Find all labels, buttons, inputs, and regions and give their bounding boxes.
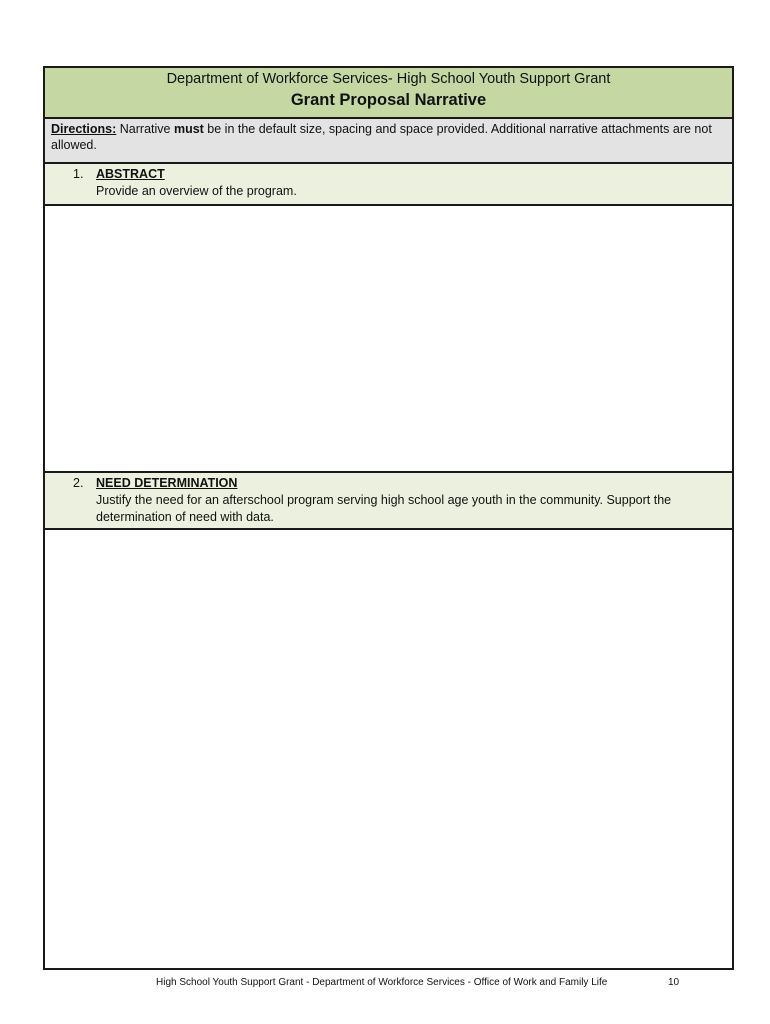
directions-text-after: be in the default size, spacing and space provided. Additional narrative attachments are not allowed.	[51, 122, 712, 152]
page-footer: High School Youth Support Grant - Department of Workforce Services - Office of Work and Family Life	[156, 977, 608, 988]
directions-block	[45, 119, 732, 164]
section-number: 1.	[73, 167, 84, 181]
need-answer-field[interactable]	[45, 530, 732, 968]
page-number: 10	[668, 977, 680, 988]
section-instruction-abstract: Provide an overview of the program.	[96, 184, 297, 198]
form-header	[45, 68, 732, 119]
section-heading-need: NEED DETERMINATION	[96, 476, 238, 490]
directions-emphasis: must	[173, 122, 204, 136]
section-heading-abstract: ABSTRACT	[96, 167, 165, 181]
section-number: 2.	[73, 476, 84, 490]
directions-label: Directions:	[51, 122, 117, 136]
department-line: Department of Workforce Services- High School Youth Support Grant	[166, 71, 611, 87]
directions-text-before: Narrative	[116, 122, 174, 136]
section-abstract-header	[45, 164, 732, 206]
abstract-answer-field[interactable]	[45, 206, 732, 471]
form-title: Grant Proposal Narrative	[290, 91, 487, 109]
section-need-header	[45, 471, 732, 530]
section-instruction-need: Justify the need for an afterschool program serving high school age youth in the community. Support the determination of need with data.	[96, 493, 672, 524]
grant-narrative-form	[43, 66, 734, 970]
